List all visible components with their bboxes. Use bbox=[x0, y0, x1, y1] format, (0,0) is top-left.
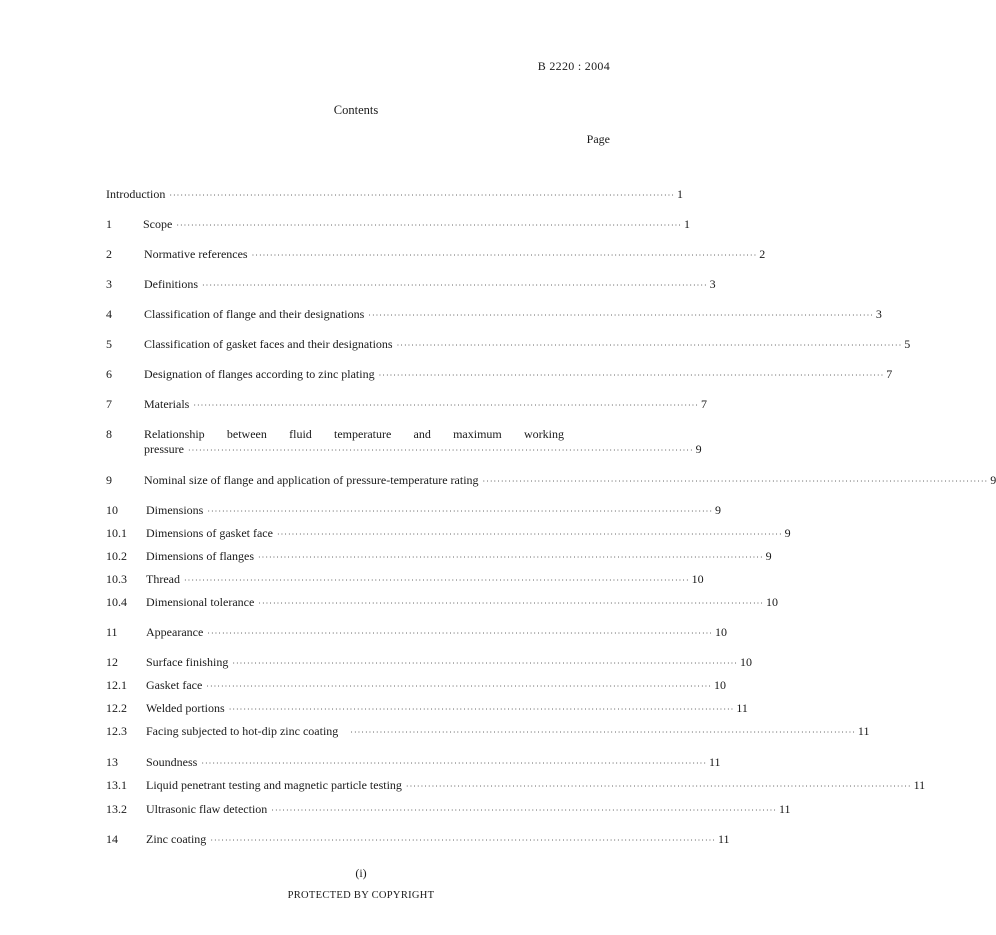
toc-number: 10 bbox=[106, 503, 118, 517]
toc-page: 2 bbox=[759, 247, 766, 261]
toc-title: Classification of flange and their designations bbox=[144, 307, 365, 321]
toc-title: Zinc coating bbox=[146, 832, 207, 846]
toc-entry[interactable] bbox=[106, 830, 730, 848]
toc-title: Surface finishing bbox=[146, 655, 229, 669]
leader-dots: ·········································································································································· bbox=[378, 371, 885, 380]
toc-title: Dimensions bbox=[146, 503, 204, 517]
toc-number: 3 bbox=[106, 277, 112, 291]
toc-title: Introduction bbox=[106, 187, 166, 201]
leader-dots: ·········································································································································· bbox=[482, 477, 989, 486]
toc-number: 9 bbox=[106, 473, 112, 487]
toc-entry[interactable] bbox=[106, 570, 704, 588]
toc-entry[interactable] bbox=[106, 524, 791, 542]
toc-page: 7 bbox=[886, 367, 893, 381]
toc-number: 14 bbox=[106, 832, 118, 846]
page-column-label: Page bbox=[586, 132, 610, 146]
leader-dots: ·········································································································································· bbox=[187, 446, 694, 455]
toc-number: 13 bbox=[106, 755, 118, 769]
toc-title-line-1: Relationship between fluid temperature and maximum working bbox=[144, 427, 564, 441]
toc-page: 9 bbox=[784, 526, 791, 540]
toc-number: 10.1 bbox=[106, 526, 127, 540]
toc-page: 3 bbox=[875, 307, 882, 321]
toc-number: 11 bbox=[106, 625, 118, 639]
toc-title: Normative references bbox=[144, 247, 248, 261]
toc-title: Dimensional tolerance bbox=[146, 595, 255, 609]
toc-number: 10.4 bbox=[106, 595, 127, 609]
toc-entry[interactable] bbox=[106, 305, 882, 323]
toc-entry[interactable] bbox=[106, 547, 772, 565]
leader-dots: ·········································································································································· bbox=[183, 576, 690, 585]
toc-page: 10 bbox=[691, 572, 704, 586]
leader-dots: ·········································································································································· bbox=[201, 759, 707, 768]
toc-page: 9 bbox=[765, 549, 772, 563]
toc-page: 9 bbox=[695, 442, 702, 456]
toc-title: Materials bbox=[144, 397, 190, 411]
toc-title: Thread bbox=[146, 572, 180, 586]
leader-dots: ·········································································································································· bbox=[169, 191, 675, 200]
toc-entry[interactable] bbox=[106, 593, 778, 611]
leader-dots: ·········································································································································· bbox=[368, 311, 874, 320]
toc-entry[interactable] bbox=[106, 776, 926, 794]
toc-title: Appearance bbox=[146, 625, 204, 639]
toc-number: 5 bbox=[106, 337, 112, 351]
toc-title: Dimensions of gasket face bbox=[146, 526, 273, 540]
toc-title: Scope bbox=[143, 217, 173, 231]
toc-number: 12.2 bbox=[106, 701, 127, 715]
toc-page: 1 bbox=[683, 217, 690, 231]
leader-dots: ·········································································································································· bbox=[350, 728, 856, 737]
toc-title: Definitions bbox=[144, 277, 198, 291]
leader-dots: ·········································································································································· bbox=[206, 682, 712, 691]
toc-title: Facing subjected to hot-dip zinc coating bbox=[146, 724, 339, 738]
standard-number: B 2220 : 2004 bbox=[537, 59, 610, 73]
toc-number: 13.1 bbox=[106, 778, 127, 792]
leader-dots: ·········································································································································· bbox=[258, 599, 764, 608]
toc-number: 10.2 bbox=[106, 549, 127, 563]
copyright-notice: PROTECTED BY COPYRIGHT bbox=[287, 890, 435, 901]
leader-dots: ·········································································································································· bbox=[251, 251, 758, 260]
leader-dots: ·········································································································································· bbox=[193, 401, 699, 410]
leader-dots: ·········································································································································· bbox=[207, 629, 713, 638]
toc-entry[interactable] bbox=[106, 722, 870, 740]
toc-entry[interactable] bbox=[106, 676, 726, 694]
toc-page: 11 bbox=[913, 778, 926, 792]
toc-entry[interactable] bbox=[106, 275, 716, 293]
toc-number: 2 bbox=[106, 247, 112, 261]
toc-title: Dimensions of flanges bbox=[146, 549, 254, 563]
leader-dots: ·········································································································································· bbox=[257, 553, 764, 562]
leader-dots: ·········································································································································· bbox=[210, 836, 716, 845]
toc-number: 12 bbox=[106, 655, 118, 669]
toc-number: 13.2 bbox=[106, 802, 127, 816]
toc-title: Nominal size of flange and application of pressure-temperature rating bbox=[144, 473, 479, 487]
toc-entry[interactable] bbox=[106, 395, 707, 413]
toc-number: 4 bbox=[106, 307, 112, 321]
toc-page: 11 bbox=[708, 755, 721, 769]
footer-page-number: (i) bbox=[355, 866, 367, 880]
toc-page: 9 bbox=[990, 473, 996, 487]
toc-entry[interactable] bbox=[106, 245, 766, 263]
toc-entry[interactable] bbox=[106, 653, 752, 671]
toc-number: 1 bbox=[106, 217, 112, 231]
toc-page: 10 bbox=[713, 678, 726, 692]
toc-entry[interactable] bbox=[106, 365, 893, 383]
toc-page: 11 bbox=[857, 724, 870, 738]
leader-dots: ·········································································································································· bbox=[276, 530, 783, 539]
toc-number: 8 bbox=[106, 427, 112, 441]
toc-number: 12.3 bbox=[106, 724, 127, 738]
toc-entry[interactable] bbox=[106, 753, 721, 771]
toc-title: Ultrasonic flaw detection bbox=[146, 802, 268, 816]
toc-entry-multiline[interactable] bbox=[106, 425, 702, 459]
toc-page: 11 bbox=[736, 701, 748, 715]
leader-dots: ·········································································································································· bbox=[176, 221, 682, 230]
leader-dots: ·········································································································································· bbox=[207, 507, 713, 516]
leader-dots: ·········································································································································· bbox=[228, 705, 735, 714]
toc-page: 10 bbox=[714, 625, 727, 639]
leader-dots: ·········································································································································· bbox=[405, 782, 912, 791]
toc-page: 11 bbox=[717, 832, 730, 846]
toc-title: Liquid penetrant testing and magnetic particle testing bbox=[146, 778, 402, 792]
leader-dots: ·········································································································································· bbox=[396, 341, 903, 350]
toc-title: Designation of flanges according to zinc plating bbox=[144, 367, 375, 381]
toc-number: 10.3 bbox=[106, 572, 127, 586]
toc-page: 10 bbox=[765, 595, 778, 609]
toc-number: 7 bbox=[106, 397, 112, 411]
toc-entry[interactable] bbox=[106, 501, 721, 519]
toc-page: 11 bbox=[778, 802, 791, 816]
leader-dots: ·········································································································································· bbox=[202, 281, 708, 290]
toc-number: 6 bbox=[106, 367, 112, 381]
leader-dots: ·········································································································································· bbox=[271, 806, 777, 815]
toc-page: 10 bbox=[739, 655, 752, 669]
toc-title-line-2: pressure bbox=[144, 442, 184, 456]
toc-entry-introduction[interactable] bbox=[106, 185, 683, 203]
toc-entry[interactable] bbox=[106, 623, 727, 641]
toc-entry[interactable] bbox=[106, 800, 791, 818]
toc-title: Classification of gasket faces and their designations bbox=[144, 337, 393, 351]
toc-entry[interactable] bbox=[106, 471, 996, 489]
toc-title: Gasket face bbox=[146, 678, 203, 692]
toc-entry[interactable] bbox=[106, 335, 911, 353]
leader-dots: ·········································································································································· bbox=[232, 659, 738, 668]
toc-page: 9 bbox=[714, 503, 721, 517]
toc-page: 5 bbox=[904, 337, 911, 351]
toc-number: 12.1 bbox=[106, 678, 127, 692]
toc-page: 7 bbox=[700, 397, 707, 411]
toc-page: 3 bbox=[709, 277, 716, 291]
toc-entry[interactable] bbox=[106, 215, 690, 233]
toc-page: 1 bbox=[676, 187, 683, 201]
page-title: Contents bbox=[333, 103, 379, 117]
toc-entry[interactable] bbox=[106, 699, 748, 717]
toc-title: Soundness bbox=[146, 755, 198, 769]
toc-title: Welded portions bbox=[146, 701, 225, 715]
